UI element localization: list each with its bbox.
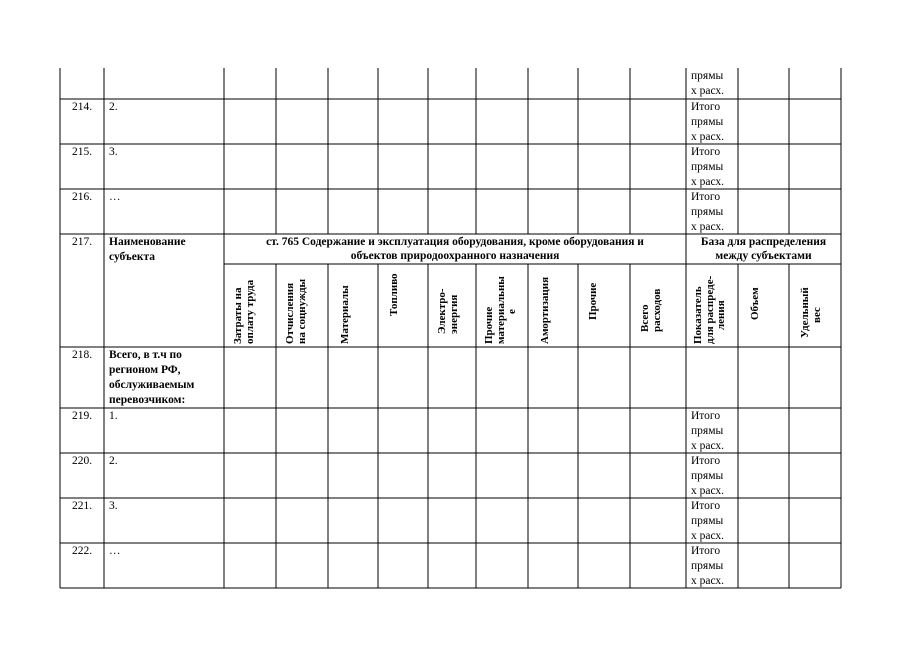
- total-label: [691, 100, 724, 145]
- total-label-line: Итого: [691, 545, 721, 557]
- total-label-line: х расх.: [691, 575, 725, 587]
- base-title-line: База для распределения: [700, 236, 827, 248]
- header-line: Наименование: [109, 236, 186, 248]
- row-number: 216.: [72, 191, 93, 203]
- base-title: [686, 235, 841, 263]
- total-label-line: х расх.: [691, 530, 725, 542]
- total-label: [691, 499, 724, 544]
- col-header-share: Удельный вес: [799, 287, 823, 338]
- name-line: обслуживаемым: [109, 379, 195, 391]
- total-label: [691, 454, 724, 499]
- total-label-line: прямы: [691, 206, 724, 218]
- total-label-line: х расх.: [691, 485, 725, 497]
- base-title-line: между субъектами: [715, 250, 812, 262]
- col-header-volume: Объем: [749, 287, 761, 320]
- row-name: …: [109, 545, 121, 557]
- total-label-line: прямы: [691, 425, 724, 437]
- total-label-line: х расх.: [691, 221, 725, 233]
- col-header-other: Прочие: [587, 282, 599, 320]
- total-label-line: Итого: [691, 146, 721, 158]
- row-number: 217.: [72, 236, 93, 248]
- col-header-electricity: Электро- энергия: [436, 288, 460, 334]
- row-name: 2.: [109, 101, 118, 113]
- row-number: 214.: [72, 101, 93, 113]
- header-line: субъекта: [109, 251, 155, 263]
- total-label-line: прямы: [691, 161, 724, 173]
- total-row-name: [109, 348, 194, 408]
- total-label: [691, 544, 724, 589]
- name-line: перевозчиком:: [109, 394, 186, 406]
- row-name: …: [109, 191, 121, 203]
- col-header-materials: Материалы: [339, 285, 351, 344]
- total-label-continued: [691, 69, 724, 99]
- col-header-other-materials: Прочие материальны е: [483, 276, 518, 344]
- row-number: 218.: [72, 349, 93, 361]
- total-label-line: х расх.: [691, 85, 725, 97]
- total-label-line: прямы: [691, 560, 724, 572]
- total-label-line: х расх.: [691, 176, 725, 188]
- row-number: 215.: [72, 146, 93, 158]
- total-label-line: х расх.: [691, 131, 725, 143]
- total-label-line: прямы: [691, 70, 724, 82]
- total-label: [691, 145, 724, 190]
- total-label-line: Итого: [691, 455, 721, 467]
- name-line: Всего, в т.ч по: [109, 349, 182, 361]
- total-label-line: прямы: [691, 515, 724, 527]
- row-name: 3.: [109, 500, 118, 512]
- total-label-line: Итого: [691, 500, 721, 512]
- section-title-line: объектов природоохранного назначения: [350, 250, 560, 262]
- col-header-depreciation: Амортизация: [539, 276, 551, 344]
- row-number: 222.: [72, 545, 93, 557]
- section-title: [224, 235, 686, 263]
- subject-name-header: [109, 235, 186, 265]
- total-label: [691, 190, 724, 235]
- row-number: 221.: [72, 500, 93, 512]
- total-label-line: Итого: [691, 191, 721, 203]
- total-label-line: х расх.: [691, 440, 725, 452]
- total-label: [691, 409, 724, 454]
- name-line: регионом РФ,: [109, 364, 181, 376]
- row-number: 220.: [72, 455, 93, 467]
- total-label-line: прямы: [691, 116, 724, 128]
- col-header-total-costs: Всего расходов: [639, 288, 663, 332]
- col-header-social-contributions: Отчисления на соцнужды: [284, 278, 308, 344]
- total-label-line: прямы: [691, 470, 724, 482]
- col-header-labor-costs: Затраты на оплату труда: [232, 279, 256, 344]
- col-header-distribution-indicator: Показатель для распреде- ления: [692, 275, 727, 344]
- row-name: 1.: [109, 410, 118, 422]
- row-name: 3.: [109, 146, 118, 158]
- row-name: 2.: [109, 455, 118, 467]
- col-header-fuel: Топливо: [388, 273, 400, 316]
- total-label-line: Итого: [691, 410, 721, 422]
- row-number: 219.: [72, 410, 93, 422]
- section-title-line: ст. 765 Содержание и эксплуатация оборудования, кроме оборудования и: [266, 236, 644, 248]
- total-label-line: Итого: [691, 101, 721, 113]
